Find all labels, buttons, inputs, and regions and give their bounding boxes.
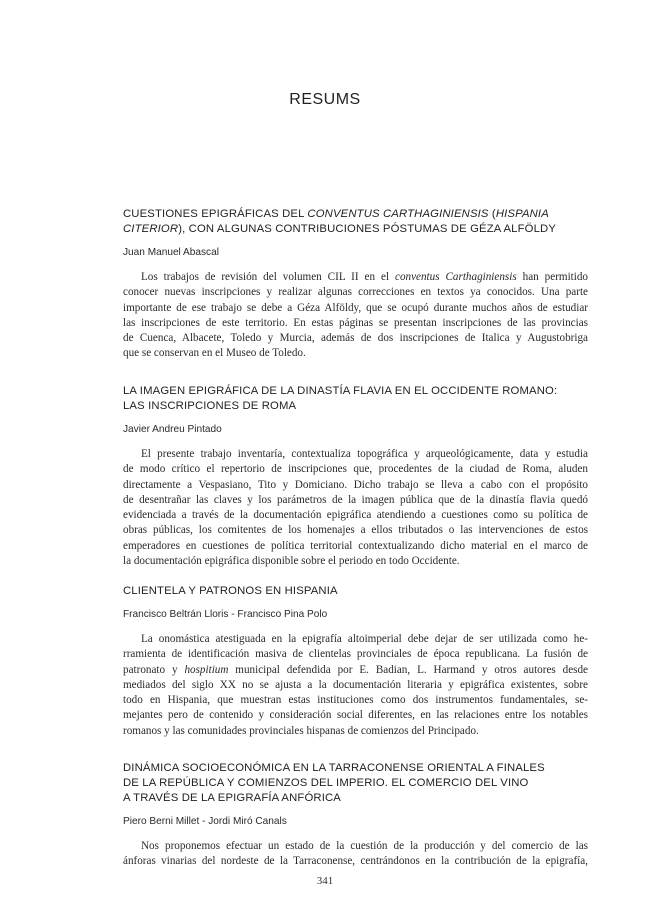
abstract-line: las inscripciones de este territorio. En estas páginas se presentan inscripciones de las provincias — [123, 316, 588, 329]
article-author: Piero Berni Millet - Jordi Miró Canals — [123, 816, 287, 827]
abstract-line — [123, 270, 588, 285]
abstract-text: Los trabajos de revisión del volumen CIL II en el — [141, 271, 395, 283]
abstract-line — [123, 663, 588, 678]
article-title — [123, 584, 588, 599]
title-line: DE LA REPÚBLICA Y COMIENZOS DEL IMPERIO. EL COMERCIO DEL VINO — [123, 777, 529, 789]
abstract-italic: hospitium — [184, 663, 229, 676]
abstract-line: de modo crítico el repertorio de inscripciones que, procedentes de la ciudad de Roma, aluden — [123, 463, 588, 476]
article-title — [123, 207, 588, 237]
abstract-line: evidenciada a través de la documentación epigráfica atendiendo a cuestiones como su política de — [123, 509, 588, 522]
title-text: CUESTIONES EPIGRÁFICAS DEL — [123, 208, 308, 220]
article-1 — [123, 207, 588, 362]
title-italic: CITERIOR — [123, 223, 179, 235]
page-title: RESUMS — [289, 91, 361, 108]
article-author: Juan Manuel Abascal — [123, 247, 219, 258]
title-italic: HISPANIA — [495, 208, 549, 220]
abstract-line: mejantes pero de contenido y consideración social diferentes, en las relaciones entre los notables — [123, 709, 588, 722]
abstract-line: Nos proponemos efectuar un estado de la cuestión de la producción y del comercio de las — [141, 840, 588, 852]
abstract-text: han permitido — [516, 271, 588, 283]
abstract-italic: conventus Carthaginiensis — [395, 271, 517, 283]
article-4 — [123, 761, 588, 870]
title-line: CLIENTELA Y PATRONOS EN HISPANIA — [123, 585, 338, 597]
abstract-line: La onomástica atestiguada en la epigrafía altoimperial debe dejar de ser utilizada como he- — [141, 633, 588, 645]
title-line: LA IMAGEN EPIGRÁFICA DE LA DINASTÍA FLAVIA EN EL OCCIDENTE ROMANO: — [123, 385, 558, 397]
title-text: ( — [488, 208, 496, 220]
article-abstract — [123, 839, 588, 870]
abstract-line: rramienta de identificación masiva de clientelas provinciales de época republicana. La fusión de — [123, 648, 588, 661]
abstract-line: mediados del siglo XX no se ajusta a la documentación literaria y epigráfica existentes, sobre — [123, 678, 588, 691]
article-author: Javier Andreu Pintado — [123, 424, 222, 435]
title-italic: CONVENTUS CARTHAGINIENSIS — [307, 208, 489, 220]
abstract-line: la documentación epigráfica disponible sobre el periodo en todo Occidente. — [123, 555, 460, 568]
page-number: 341 — [316, 875, 334, 887]
article-title — [123, 384, 588, 414]
abstract-line: El presente trabajo inventaría, contextualiza topográfica y arqueológicamente, data y estudia — [141, 448, 588, 460]
abstract-line: de desentrañar las claves y los parámetros de la imagen pública que de la dinastía flavia quedó — [123, 493, 588, 506]
abstract-line: obras públicas, los comitentes de los homenajes a ellos tributados o las intervenciones de estos — [123, 524, 588, 537]
abstract-line: ánforas vinarias del nordeste de la Tarraconense, centrándonos en la contribución de la epigrafía, — [123, 855, 588, 868]
article-2 — [123, 384, 588, 569]
title-line: LAS INSCRIPCIONES DE ROMA — [123, 400, 297, 412]
abstract-line: de Cuenca, Albacete, Toledo y Murcia, además de dos inscripciones de Italica y Augustobriga — [123, 332, 588, 345]
title-line: DINÁMICA SOCIOECONÓMICA EN LA TARRACONENSE ORIENTAL A FINALES — [123, 762, 545, 774]
abstract-line: todo en Hispania, que muestran estas instituciones como dos instrumentos fundamentales, se- — [123, 694, 588, 707]
abstract-text: patronato y — [123, 663, 185, 676]
article-title — [123, 761, 588, 806]
abstract-line: directamente a Vespasiano, Tito y Domiciano. Dicho trabajo se lleva a cabo con el propósito — [123, 478, 588, 491]
article-abstract — [123, 447, 588, 569]
abstract-line: que se conservan en el Museo de Toledo. — [123, 347, 306, 360]
title-text: ), CON ALGUNAS CONTRIBUCIONES PÓSTUMAS DE GÉZA ALFÖLDY — [178, 223, 557, 235]
abstract-text: municipal defendida por E. Badian, L. Harmand y otros autores desde — [228, 663, 588, 676]
abstract-line: romanos y las comunidades provinciales hispanas de comienzos del Principado. — [123, 724, 479, 737]
title-line: A TRAVÉS DE LA EPIGRAFÍA ANFÓRICA — [123, 792, 341, 804]
article-abstract — [123, 270, 588, 362]
article-author: Francisco Beltrán Lloris - Francisco Pina Polo — [123, 609, 328, 620]
abstract-line: emperadores en cuestiones de política territorial contextualizando dicho material en el marco de — [123, 539, 588, 552]
abstract-line: importante de ese trabajo se debe a Géza Alföldy, que se ocupó durante muchos años de estudiar — [123, 301, 588, 314]
article-abstract — [123, 632, 588, 739]
article-3 — [123, 584, 588, 739]
abstract-line: conocer nuevas inscripciones y realizar algunas correcciones en textos ya conocidos. Una parte — [123, 286, 588, 299]
